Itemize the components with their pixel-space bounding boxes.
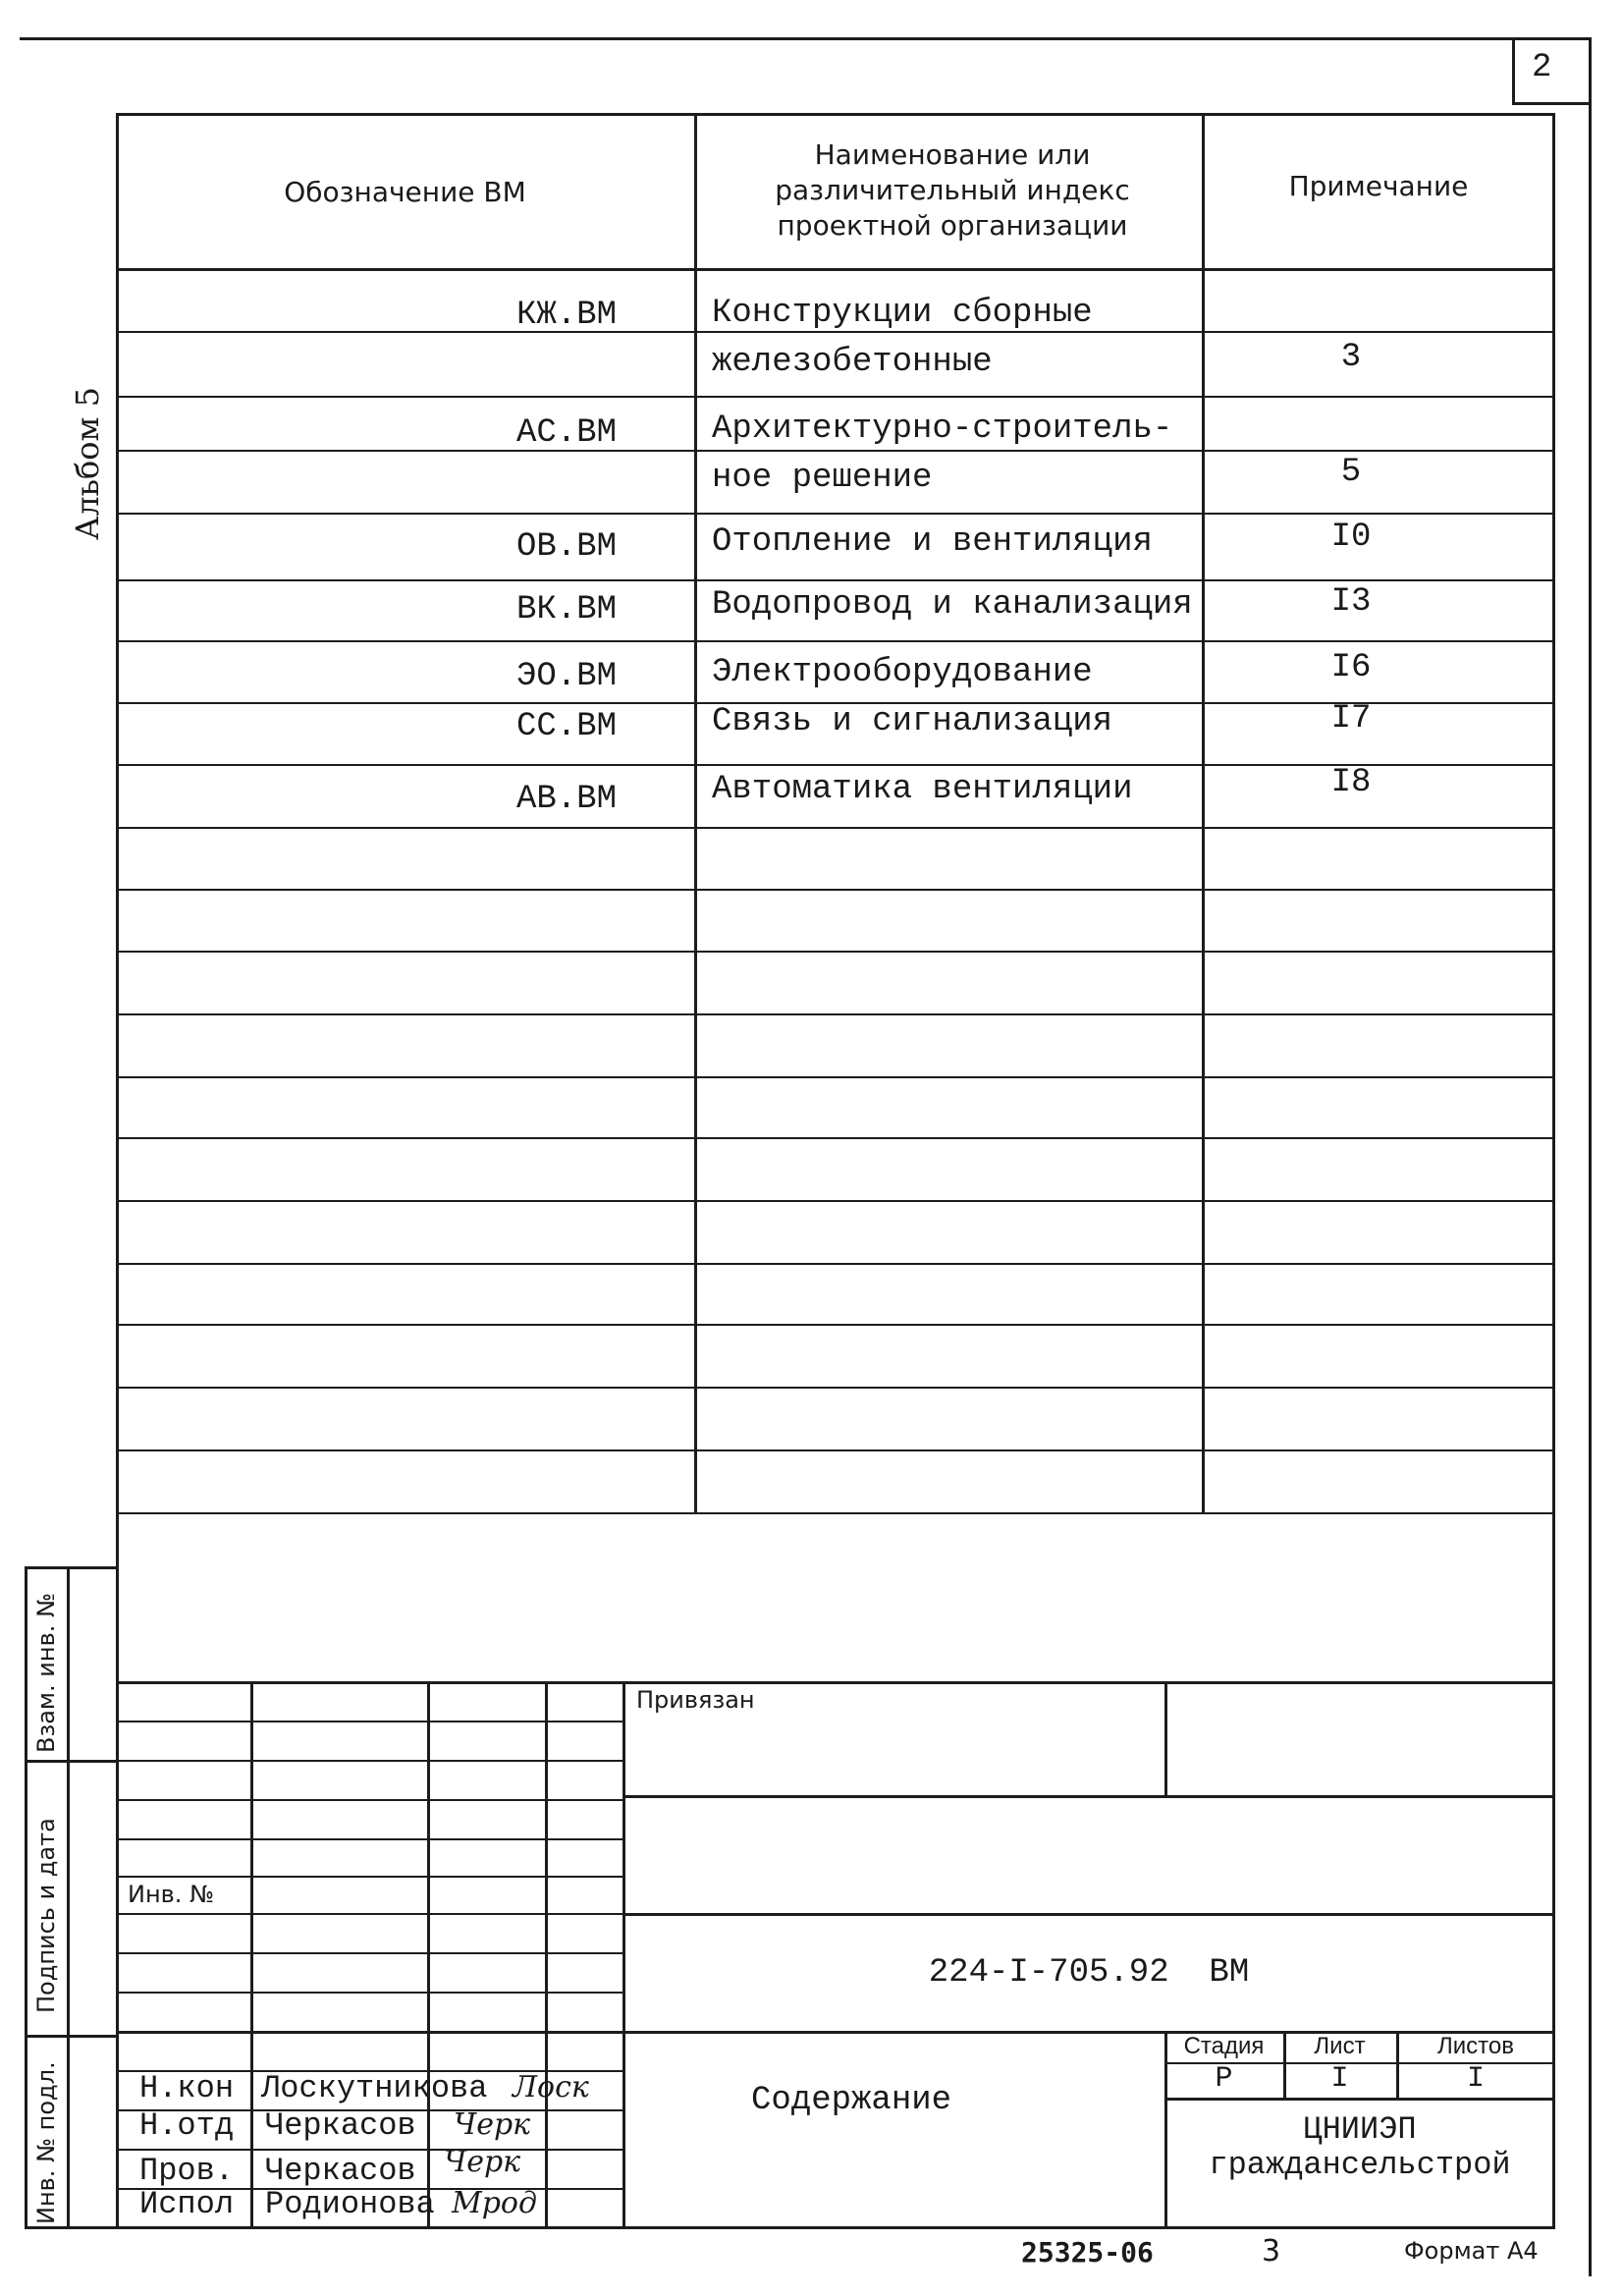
role-person: Родионова <box>265 2186 435 2222</box>
role-label: Пров. <box>139 2153 235 2189</box>
sheet-value: I <box>1330 2062 1349 2096</box>
page-number-box-bottom <box>1512 102 1591 105</box>
stage-label: Стадия <box>1183 2033 1265 2059</box>
tb-v2 <box>427 1681 430 2229</box>
row-name: Автоматика вентиляции <box>712 771 1133 808</box>
row-code: АС.ВМ <box>515 414 617 452</box>
signature: Черк <box>454 2107 531 2142</box>
row-code: ОВ.ВМ <box>515 528 617 566</box>
row-name: Архитектурно-строитель- <box>712 410 1173 448</box>
tb-h-code-top <box>622 1913 1555 1916</box>
header-bottom-line <box>116 268 1555 271</box>
footer-page: 3 <box>1262 2234 1281 2269</box>
row-name: железобетонные <box>712 344 993 381</box>
page-number-box-left <box>1512 37 1515 104</box>
row-line <box>116 1263 1555 1265</box>
role-person: Черкасов <box>265 2153 416 2189</box>
sheets-label: Листов <box>1437 2033 1514 2059</box>
side-label: Альбом 5 <box>69 387 106 540</box>
row-name: ное решение <box>712 460 933 497</box>
role-person: Черкасов <box>265 2107 416 2144</box>
role-label: Испол <box>139 2186 235 2222</box>
row-code: СС.ВМ <box>515 708 617 745</box>
row-line <box>116 889 1555 891</box>
row-line <box>116 1449 1555 1451</box>
row-note: I8 <box>1330 764 1372 801</box>
role-person: Лоскутникова <box>261 2070 488 2106</box>
row-name: Связь и сигнализация <box>712 703 1113 740</box>
row-note: 3 <box>1340 339 1362 376</box>
row-line <box>116 579 1555 581</box>
row-note: 5 <box>1340 454 1362 491</box>
tb-v5 <box>1164 1681 1167 1797</box>
signature: Мрод <box>452 2186 537 2220</box>
row-note: I3 <box>1330 583 1372 621</box>
stage-value: Р <box>1215 2062 1233 2096</box>
signature: Лоск <box>513 2070 589 2105</box>
row-line <box>116 640 1555 642</box>
role-label: Н.кон <box>139 2070 235 2106</box>
row-note: I7 <box>1330 700 1372 738</box>
row-line <box>116 1200 1555 1202</box>
col-divider-1 <box>694 113 697 1514</box>
header-designation: Обозначение ВМ <box>284 176 526 208</box>
role-label: Н.отд <box>139 2107 235 2144</box>
row-line <box>116 951 1555 953</box>
sheet-label: Лист <box>1314 2033 1366 2059</box>
side-stamp-vzam-label: Взам. инв. № <box>32 1593 60 1753</box>
privyazan-label: Привязан <box>636 1686 755 1714</box>
signature: Черк <box>444 2145 521 2179</box>
row-line <box>116 827 1555 829</box>
row-line <box>116 1512 1555 1514</box>
row-line <box>116 1324 1555 1326</box>
side-stamp-inv-label: Инв. № подл. <box>32 2061 60 2224</box>
row-code: АВ.ВМ <box>515 781 617 818</box>
organization-line-2: граждансельстрой <box>1209 2147 1511 2183</box>
row-name: Водопровод и канализация <box>712 586 1193 624</box>
archive-number: 25325-06 <box>1021 2236 1154 2269</box>
row-line <box>116 1076 1555 1078</box>
inv-no-label: Инв. № <box>128 1881 220 1908</box>
row-line <box>116 1137 1555 1139</box>
document-title: Содержание <box>751 2082 952 2119</box>
row-code: КЖ.ВМ <box>515 297 617 334</box>
sheets-value: I <box>1466 2062 1485 2096</box>
tb-v3 <box>545 1681 548 2229</box>
format-label: Формат А4 <box>1404 2237 1539 2265</box>
row-note: I0 <box>1330 519 1372 556</box>
row-line <box>116 513 1555 515</box>
row-line <box>116 1013 1555 1015</box>
side-stamp-podpis-label: Подпись и дата <box>32 1818 60 2013</box>
tb-v1 <box>250 1681 253 2229</box>
page-number: 2 <box>1532 49 1552 86</box>
row-name: Конструкции сборные <box>712 295 1093 332</box>
organization-line-1: ЦНИИЭП <box>1303 2111 1417 2148</box>
right-edge-line <box>1589 37 1592 2276</box>
row-name: Электрооборудование <box>712 654 1093 691</box>
row-line <box>116 396 1555 398</box>
row-line <box>116 1387 1555 1389</box>
row-code: ЭО.ВМ <box>515 658 617 695</box>
header-name: Наименование или различительный индекс проектной организации <box>775 138 1130 242</box>
title-block-top <box>116 1681 1555 1684</box>
row-note: I6 <box>1330 649 1372 686</box>
document-code: 224-I-705.92 ВМ <box>928 1954 1250 1992</box>
row-name: Отопление и вентиляция <box>712 523 1153 561</box>
tb-h-privyazan <box>622 1795 1555 1798</box>
row-code: ВК.ВМ <box>515 591 617 629</box>
header-note: Примечание <box>1288 170 1469 202</box>
top-border <box>20 37 1591 40</box>
